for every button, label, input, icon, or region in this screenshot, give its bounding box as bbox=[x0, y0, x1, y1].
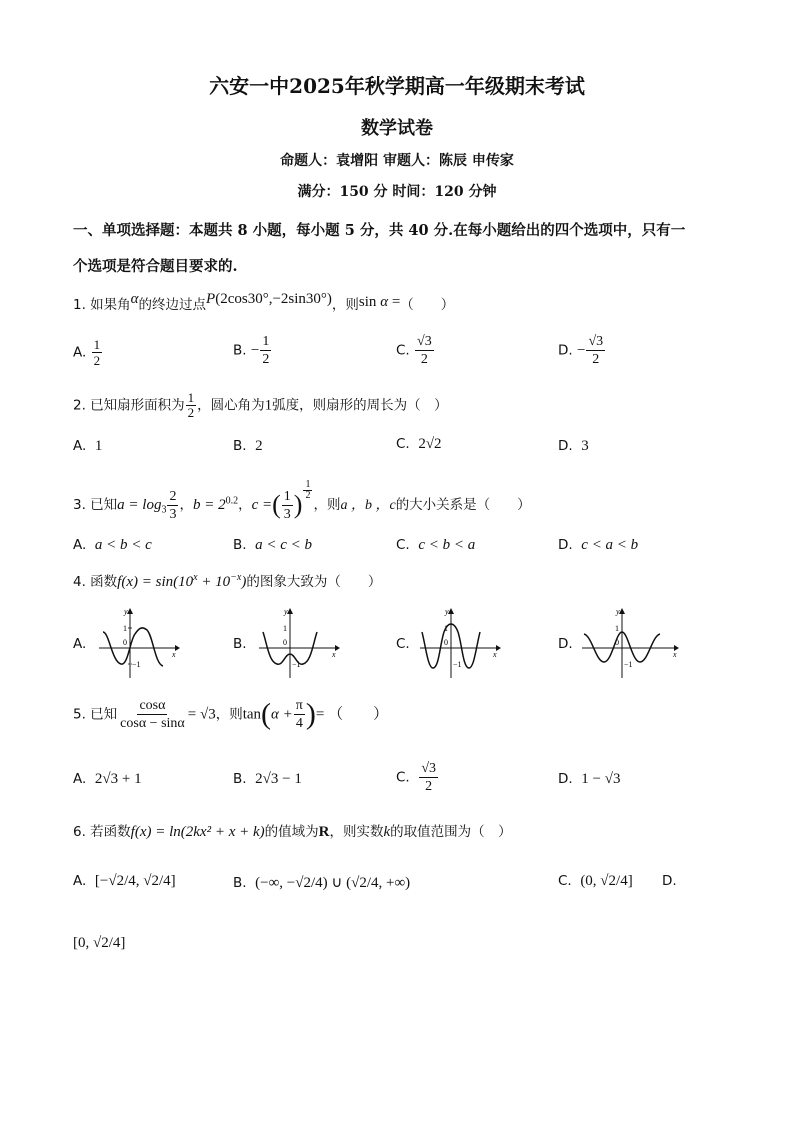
tick-minus-one: −1 bbox=[453, 660, 462, 669]
tick-one: 1 bbox=[615, 624, 619, 633]
q3-option-c[interactable]: C. c < b < a bbox=[396, 537, 476, 553]
tick-minus-one: −1 bbox=[132, 660, 141, 669]
y-axis-label: y bbox=[445, 607, 449, 616]
tick-one: 1 bbox=[123, 624, 127, 633]
q4-graph-c[interactable] bbox=[418, 604, 503, 680]
q1-option-b[interactable]: B. − $\frac{1}{2}$ bbox=[233, 334, 270, 367]
q2-option-c[interactable]: C. 2√2 bbox=[396, 436, 442, 452]
x-axis-label: x bbox=[332, 650, 336, 659]
q4-option-c[interactable]: C. bbox=[396, 636, 410, 652]
section-heading-line1: 一、单项选择题：本题共 8 小题，每小题 5 分，共 40 分.在每小题给出的四个选项中，只有一 bbox=[73, 222, 686, 239]
q4-graph-d[interactable] bbox=[580, 604, 680, 680]
tick-zero: 0 bbox=[123, 638, 127, 647]
q6-option-d[interactable]: [0, √2/4] bbox=[73, 935, 126, 951]
x-axis-label: x bbox=[673, 650, 677, 659]
y-axis-label: y bbox=[124, 607, 128, 616]
q1-option-c[interactable]: C. $\frac{√3}{2}$ bbox=[396, 334, 432, 367]
x-axis-label: x bbox=[493, 650, 497, 659]
question-5-stem: 5. 已知 $\frac{\cos\alpha}{\cos\alpha - \sin\alpha}$ = √3，则tan(α + $\frac{\pi}{4}$ )= （ ） bbox=[73, 697, 389, 731]
tick-minus-one: −1 bbox=[624, 660, 633, 669]
tick-zero: 0 bbox=[444, 638, 448, 647]
q3-option-a[interactable]: A. a < b < c bbox=[73, 537, 152, 553]
question-2-stem: 2. 已知扇形面积为 $\frac{1}{2}$ ，圆心角为1弧度，则扇形的周长为（ ） bbox=[73, 390, 448, 420]
q4-graph-a[interactable] bbox=[97, 604, 182, 680]
y-axis-label: y bbox=[616, 607, 620, 616]
tick-zero: 0 bbox=[615, 638, 619, 647]
q6-option-a[interactable]: A. [−√2/4, √2/4] bbox=[73, 873, 176, 889]
tick-zero: 0 bbox=[283, 638, 287, 647]
q3-option-d[interactable]: D. c < a < b bbox=[558, 537, 639, 553]
q6-option-b[interactable]: B. (−∞, −√2/4) ∪ (√2/4, +∞) bbox=[233, 875, 411, 891]
q1-option-d[interactable]: D. − $\frac{√3}{2}$ bbox=[558, 334, 604, 367]
q1-option-a[interactable]: A. $\frac{1}{2}$ bbox=[73, 337, 101, 368]
question-6-stem: 6. 若函数f(x) = ln(2kx² + x + k)的值域为R，则实数k的取值范围为（ ） bbox=[73, 824, 512, 840]
q5-option-c[interactable]: C. $\frac{√3}{2}$ bbox=[396, 761, 436, 794]
q6-option-d-letter[interactable]: D. bbox=[662, 873, 677, 889]
x-axis-label: x bbox=[172, 650, 176, 659]
section-heading-line2: 个选项是符合题目要求的. bbox=[73, 258, 238, 275]
question-4-stem: 4. 函数$f(x) = \sin(10^x + 10^{-x})$的图象大致为（ ） bbox=[73, 572, 382, 590]
q2-option-b[interactable]: B. 2 bbox=[233, 438, 263, 454]
q4-function: $f(x) = \sin(10^x + 10^{-x})$ bbox=[117, 572, 247, 590]
tick-minus-one: −1 bbox=[292, 660, 301, 669]
y-axis-label: y bbox=[284, 607, 288, 616]
exam-title: 六安一中2025年秋学期高一年级期末考试 bbox=[209, 74, 585, 98]
q2-option-a[interactable]: A. 1 bbox=[73, 438, 103, 454]
tick-one: 1 bbox=[283, 624, 287, 633]
q5-option-d[interactable]: D. 1 − √3 bbox=[558, 771, 621, 787]
q1-point: P(2cos30°,−2sin30°) bbox=[206, 291, 332, 307]
q2-option-d[interactable]: D. 3 bbox=[558, 438, 589, 454]
q6-option-c[interactable]: C. (0, √2/4] bbox=[558, 873, 633, 889]
subject-title: 数学试卷 bbox=[361, 118, 433, 139]
question-3-stem: 3. 已知$a = \log_3$ $\frac{2}{3}$ ，$b = 2^{0.2}$，c =( $\frac{1}{3}$ ) $\frac{1}{2}$ ，则a ，b ，c的大小关系是（ ） bbox=[73, 479, 531, 522]
q4-option-d[interactable]: D. bbox=[558, 636, 573, 652]
question-1-stem: 1. 如果角α的终边过点P(2cos30°,−2sin30°)，则sin α =（ ） bbox=[73, 291, 455, 313]
q4-option-a[interactable]: A. bbox=[73, 636, 87, 652]
authors-line: 命题人：袁增阳 审题人：陈辰 申传家 bbox=[280, 153, 514, 169]
q5-option-a[interactable]: A. 2√3 + 1 bbox=[73, 771, 142, 787]
q5-option-b[interactable]: B. 2√3 − 1 bbox=[233, 771, 302, 787]
q1-target: sin α = bbox=[358, 294, 401, 310]
score-time-line: 满分：150 分 时间：120 分钟 bbox=[297, 184, 497, 200]
q4-graph-b[interactable] bbox=[257, 604, 342, 680]
tick-one: 1 bbox=[444, 624, 448, 633]
q4-option-b[interactable]: B. bbox=[233, 636, 247, 652]
q3-option-b[interactable]: B. a < c < b bbox=[233, 537, 313, 553]
